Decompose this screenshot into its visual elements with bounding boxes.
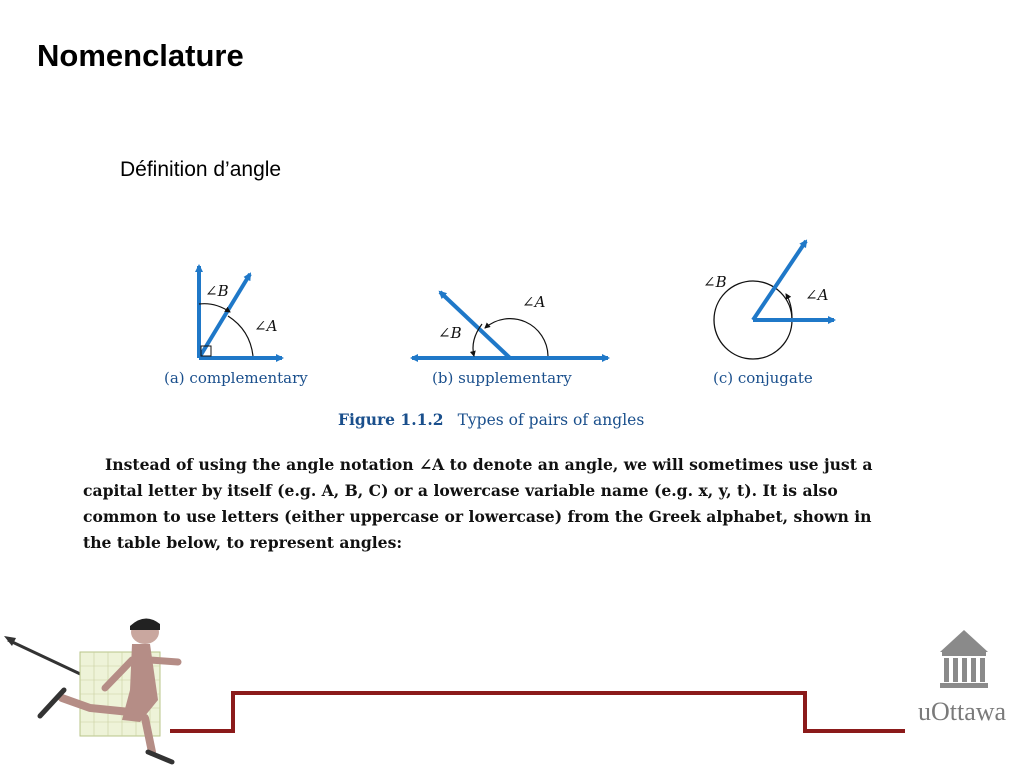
label-angle-b: ∠B [703, 273, 727, 291]
panel-complementary [199, 266, 282, 358]
slide-subtitle: Définition d’angle [120, 158, 282, 181]
footer-rule [170, 693, 905, 731]
figure-caption [338, 410, 644, 429]
body-paragraph [83, 452, 915, 556]
figure-number: Figure 1.1.2 [338, 410, 444, 429]
paragraph-line: common to use letters (either uppercase or lowercase) from the Greek alphabet, shown in [83, 507, 872, 526]
label-angle-a: ∠A [254, 317, 278, 335]
caption-b: (b) supplementary [432, 369, 572, 387]
uottawa-logo-text: uOttawa [918, 697, 1007, 726]
figure-caption-text: Types of pairs of angles [457, 411, 645, 429]
arc-a [228, 316, 253, 356]
arc-a [485, 319, 548, 356]
caption-a: (a) complementary [164, 369, 308, 387]
panel-conjugate [703, 241, 834, 359]
slanted-ray [753, 241, 806, 320]
runner-illustration [4, 618, 178, 762]
label-angle-a: ∠A [805, 286, 829, 304]
panel-supplementary [412, 292, 608, 358]
caption-c: (c) conjugate [713, 369, 813, 387]
paragraph-line: Instead of using the angle notation ∠A to denote an angle, we will sometimes use just a [105, 455, 873, 474]
label-angle-a: ∠A [522, 293, 546, 311]
paragraph-line: the table below, to represent angles: [83, 533, 403, 552]
slide-title: Nomenclature [37, 38, 244, 73]
label-angle-b: ∠B [205, 282, 229, 300]
label-angle-b: ∠B [438, 324, 462, 342]
university-building-icon [940, 630, 988, 688]
paragraph-line: capital letter by itself (e.g. A, B, C) or a lowercase variable name (e.g. x, y, t). It is also [83, 481, 838, 500]
